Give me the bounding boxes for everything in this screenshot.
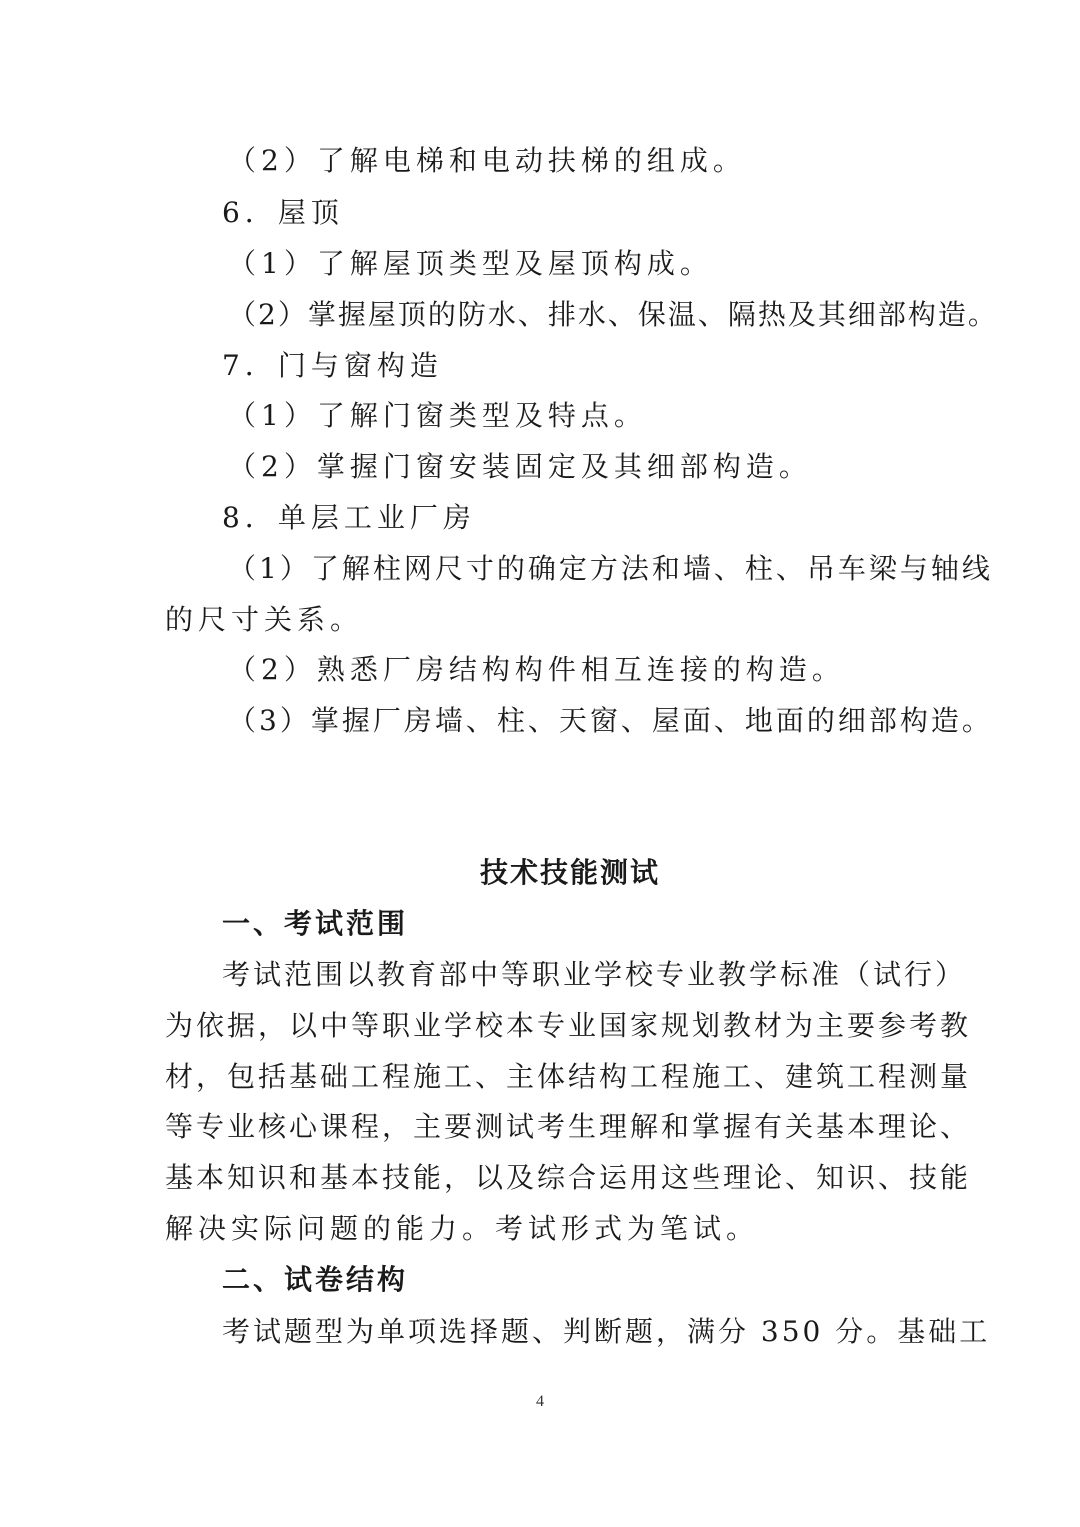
subsection-heading: 8．单层工业厂房 (222, 501, 476, 534)
paragraph-line: 考试题型为单项选择题、判断题，满分 350 分。基础工 (222, 1315, 991, 1348)
paragraph-line: 材，包括基础工程施工、主体结构工程施工、建筑工程测量 (165, 1060, 972, 1093)
list-item-continuation: 的尺寸关系。 (165, 603, 364, 636)
page-number: 4 (536, 1393, 544, 1410)
list-item: （2）熟悉厂房结构构件相互连接的构造。 (228, 653, 845, 686)
list-item: （1）了解屋顶类型及屋顶构成。 (228, 247, 713, 280)
list-item: （3）掌握厂房墙、柱、天窗、屋面、地面的细部构造。 (228, 704, 993, 737)
paragraph-line: 为依据，以中等职业学校本专业国家规划教材为主要参考教 (165, 1009, 972, 1042)
section-heading: 二、试卷结构 (222, 1263, 409, 1296)
paragraph-line: 考试范围以教育部中等职业学校专业教学标准（试行） (222, 958, 967, 991)
paragraph-line: 基本知识和基本技能，以及综合运用这些理论、知识、技能 (165, 1161, 972, 1194)
paragraph-line: 解决实际问题的能力。考试形式为笔试。 (165, 1212, 760, 1245)
section-heading: 一、考试范围 (222, 907, 409, 940)
list-item: （2）掌握门窗安装固定及其细部构造。 (228, 450, 812, 483)
list-item: （1）了解门窗类型及特点。 (228, 399, 647, 432)
list-item: （2）掌握屋顶的防水、排水、保温、隔热及其细部构造。 (228, 298, 998, 331)
paragraph-line: 等专业核心课程，主要测试考生理解和掌握有关基本理论、 (165, 1110, 972, 1143)
section-title: 技术技能测试 (479, 856, 660, 889)
list-item: （1）了解柱网尺寸的确定方法和墙、柱、吊车梁与轴线 (228, 552, 993, 585)
list-item: （2）了解电梯和电动扶梯的组成。 (228, 144, 746, 177)
subsection-heading: 7．门与窗构造 (222, 349, 443, 382)
subsection-heading: 6．屋顶 (222, 196, 344, 229)
